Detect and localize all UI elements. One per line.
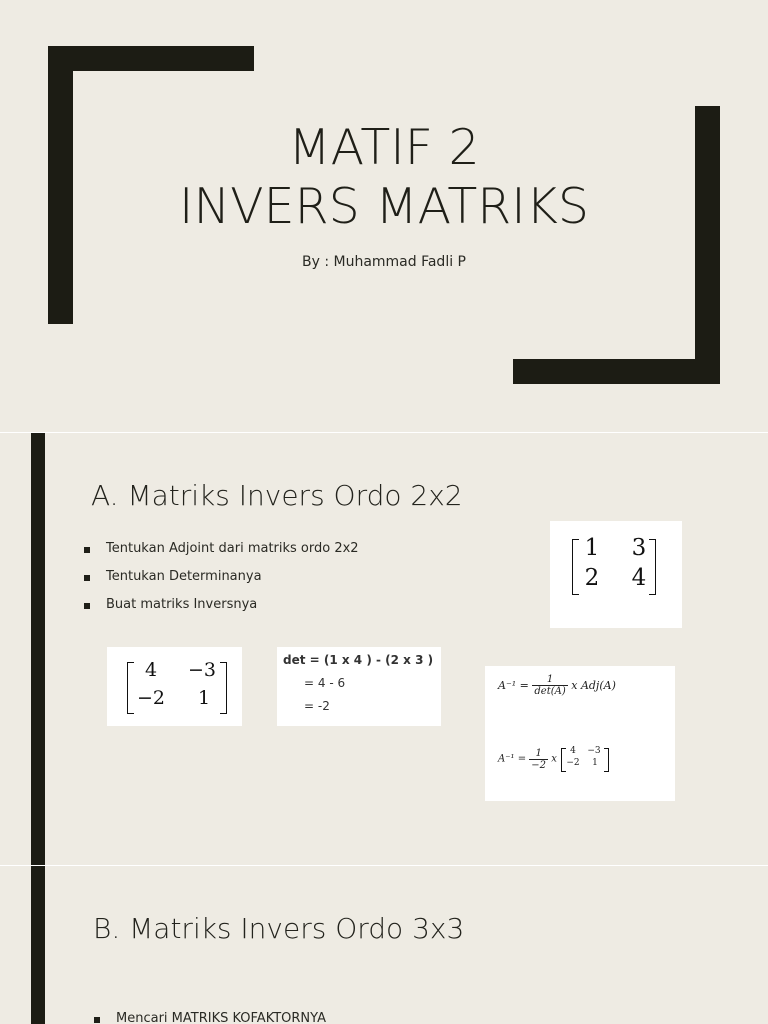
title-line-2: INVERS MATRIKS [179, 178, 589, 235]
left-accent-bar [31, 433, 45, 865]
title-slide [0, 0, 768, 432]
left-accent-bar [31, 866, 45, 1024]
slide-title [0, 118, 768, 236]
bullet-text: Tentukan Determinanya [106, 569, 262, 584]
formula-times: x [551, 753, 557, 765]
formula-fraction [532, 674, 567, 697]
list-item [84, 597, 359, 625]
formula-lhs: A⁻¹ = [498, 753, 527, 765]
small-matrix [560, 746, 610, 772]
slide-subtitle: By : Muhammad Fadli P [301, 254, 466, 270]
left-bracket [572, 539, 579, 595]
bullet-square-icon [94, 1017, 100, 1023]
matrix-cell: 3 [631, 535, 647, 561]
right-bracket [220, 662, 227, 714]
title-line-1: MATIF 2 [288, 119, 480, 176]
matrix-cell: 4 [144, 659, 158, 681]
adjoint-matrix-card [107, 647, 242, 726]
matrix-cell: 4 [631, 565, 647, 591]
formula-fraction [529, 748, 548, 771]
fraction-denominator: −2 [531, 759, 547, 771]
formula-lhs: A⁻¹ = [498, 679, 529, 692]
list-item [84, 541, 359, 569]
matrix-cell: 1 [197, 687, 211, 709]
content-slide-3x3 [0, 866, 768, 1024]
section-heading: B. Matriks Invers Ordo 3x3 [93, 912, 465, 945]
determinant-card [277, 647, 441, 726]
section-heading: A. Matriks Invers Ordo 2x2 [91, 479, 463, 512]
det-line-3: = -2 [304, 699, 330, 713]
matrix-cell: 4 [570, 746, 576, 756]
bullet-list [94, 1011, 326, 1024]
formula-rhs: x Adj(A) [571, 679, 616, 692]
bullet-text: Tentukan Adjoint dari matriks ordo 2x2 [106, 541, 359, 556]
list-item [84, 569, 359, 597]
frame-top-left-horizontal [48, 46, 254, 71]
bullet-list [84, 541, 359, 625]
right-bracket [604, 748, 609, 772]
inverse-formula-card [485, 666, 675, 801]
matrix-a-card [550, 521, 682, 628]
bullet-text: Buat matriks Inversnya [106, 597, 258, 612]
fraction-numerator: 1 [529, 748, 548, 760]
fraction-denominator: det(A) [534, 686, 566, 697]
matrix-cell: 2 [584, 565, 600, 591]
fraction-numerator: 1 [532, 674, 567, 686]
bullet-text: Mencari MATRIKS KOFAKTORNYA [116, 1011, 326, 1024]
frame-bottom-right-horizontal [513, 359, 720, 384]
matrix-cell: −2 [136, 687, 165, 709]
matrix-cell: −3 [187, 659, 216, 681]
bullet-square-icon [84, 547, 90, 553]
matrix-cell: −3 [587, 746, 601, 756]
list-item [94, 1011, 326, 1024]
matrix-cell: −2 [566, 758, 580, 768]
det-line-2: = 4 - 6 [304, 676, 346, 690]
formula-general [498, 674, 616, 697]
bullet-square-icon [84, 575, 90, 581]
formula-substituted [498, 746, 610, 772]
matrix-cell: 1 [592, 758, 598, 768]
content-slide-2x2 [0, 433, 768, 865]
matrix-cell: 1 [584, 535, 600, 561]
det-line-1: det = (1 x 4 ) - (2 x 3 ) [283, 653, 434, 667]
bullet-square-icon [84, 603, 90, 609]
